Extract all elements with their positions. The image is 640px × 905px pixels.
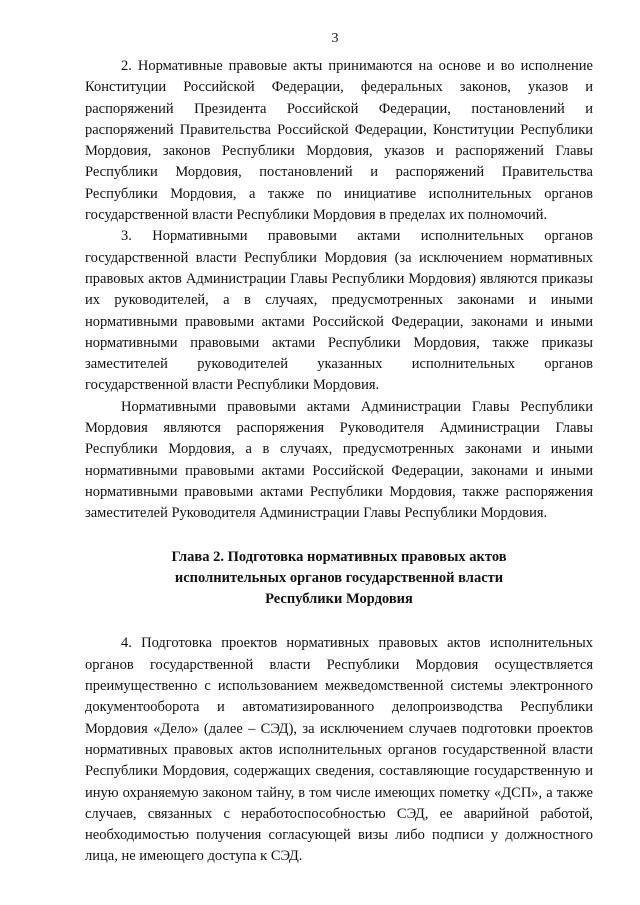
document-body bbox=[85, 56, 593, 868]
chapter-heading-line-2: исполнительных органов государственной власти bbox=[174, 569, 504, 586]
chapter-heading-line-1: Глава 2. Подготовка нормативных правовых актов bbox=[171, 548, 507, 565]
paragraph-2: 2. Нормативные правовые акты принимаются на основе и во исполнение Конституции Российской Федерации, федеральных законов, указов и распоряжений Президента Российской Федерации, постановлений и распоряжений Правительства Российской Федерации, Конституции Республики Мордовия, законов Республики Мордовия, указов и распоряжений Главы Республики Мордовия, постановлений и распоряжений Правительства Республики Мордовия, а также по инициативе исполнительных органов государственной власти Республики Мордовия в пределах их полномочий. bbox=[85, 58, 593, 224]
chapter-heading-line-3: Республики Мордовия bbox=[265, 591, 413, 608]
chapter-heading bbox=[85, 547, 593, 611]
paragraph-4: 4. Подготовка проектов нормативных правовых актов исполнительных органов государственной власти Республики Мордовия осуществляется преимущественно с использованием межведомственной системы электронного документооборота и автоматизированного делопроизводства Республики Мордовия «Дело» (далее – СЭД), за исключением случаев подготовки проектов нормативных правовых актов исполнительных органов государственной власти Республики Мордовия, содержащих сведения, составляющие государственную и иную охраняемую законом тайну, в том числе имеющих пометку «ДСП», а также случаев, связанных с неработоспособностью СЭД, ее аварийной работой, необходимостью получения согласующей визы либо подписи у должностного лица, не имеющего доступа к СЭД. bbox=[85, 635, 593, 865]
page-number: 3 bbox=[331, 31, 339, 46]
paragraph-3: 3. Нормативными правовыми актами исполнительных органов государственной власти Республики Мордовия (за исключением нормативных правовых актов Администрации Главы Республики Мордовия) являются приказы их руководителей, а в случаях, предусмотренных законами и иными нормативными правовыми актами Российской Федерации, законами и иными нормативными правовыми актами Республики Мордовия, также приказы заместителей руководителей указанных исполнительных органов государственной власти Республики Мордовия. bbox=[85, 228, 593, 394]
paragraph-3-continued: Нормативными правовыми актами Администрации Главы Республики Мордовия являются распоряжения Руководителя Администрации Главы Республики Мордовия, а в случаях, предусмотренных законами и иными нормативными правовыми актами Российской Федерации, законами и иными нормативными правовыми актами Республики Мордовия, также распоряжения заместителей Руководителя Администрации Главы Республики Мордовия. bbox=[85, 398, 593, 522]
